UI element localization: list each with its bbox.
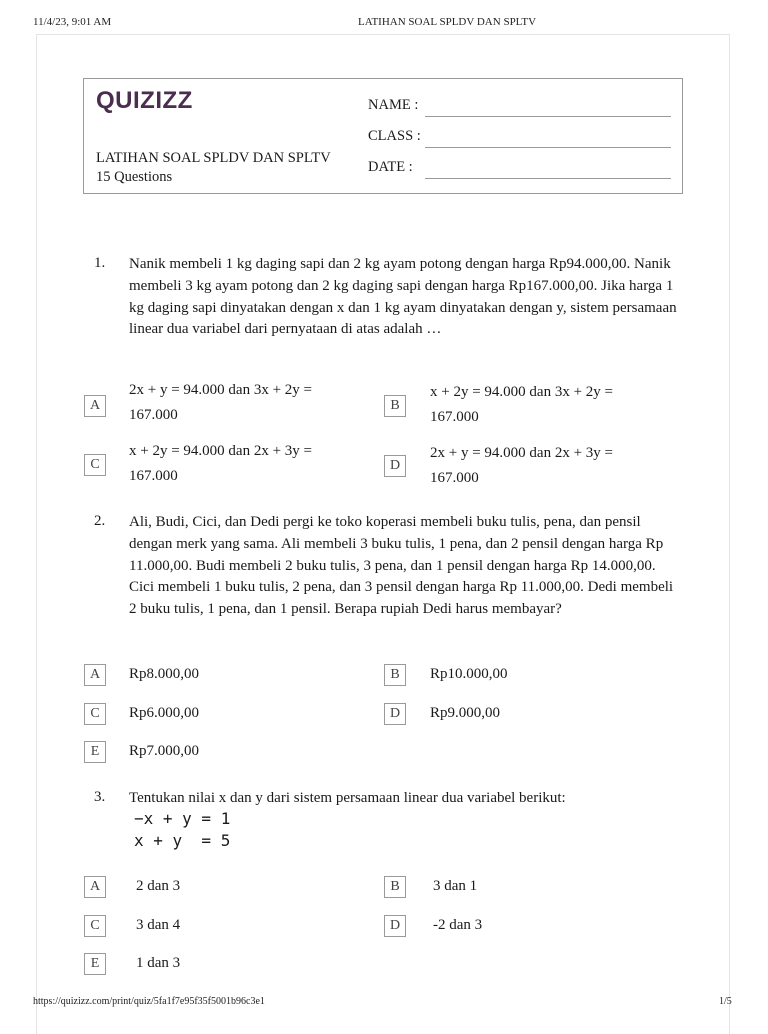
print-datetime: 11/4/23, 9:01 AM (33, 16, 112, 28)
question-number: 2. (94, 513, 106, 529)
option-text: Rp8.000,00 (129, 666, 200, 682)
option-text: 1 dan 3 (136, 955, 181, 971)
option-text: Rp7.000,00 (129, 743, 200, 759)
question-text: Tentukan nilai x dan y dari sistem persamaan linear dua variabel berikut: (129, 790, 566, 806)
option-text: Rp10.000,00 (430, 666, 508, 682)
option-letter-box: A (84, 664, 106, 686)
quizizz-logo: QUIZIZZ (96, 87, 193, 114)
date-line (425, 178, 671, 179)
option-text: 3 dan 1 (433, 878, 478, 894)
option-letter-box: B (384, 876, 406, 898)
option-letter-box: C (84, 915, 106, 937)
name-label: NAME : (368, 97, 419, 113)
equation-line: x + y = 5 (134, 831, 231, 850)
quiz-title-block (96, 149, 331, 187)
option-letter-box: E (84, 953, 106, 975)
option-text: 2 dan 3 (136, 878, 181, 894)
option-letter-box: E (84, 741, 106, 763)
option-letter-box: D (384, 915, 406, 937)
option-letter-box: A (84, 876, 106, 898)
question-count: 15 Questions (96, 169, 173, 185)
option-text: 3 dan 4 (136, 917, 181, 933)
equation-line: −x + y = 1 (134, 809, 231, 828)
option-text: Rp6.000,00 (129, 705, 200, 721)
option-text: x + 2y = 94.000 dan 3x + 2y = 167.000 (430, 384, 613, 425)
option-letter-box: C (84, 454, 106, 476)
option-letter-box: A (84, 395, 106, 417)
option-letter-box: B (384, 395, 406, 417)
print-page-number: 1/5 (719, 996, 732, 1007)
option-letter-box: B (384, 664, 406, 686)
option-text: -2 dan 3 (433, 917, 483, 933)
quiz-title: LATIHAN SOAL SPLDV DAN SPLTV (96, 150, 331, 166)
question-number: 3. (94, 789, 106, 805)
class-line (425, 147, 671, 148)
date-label: DATE : (368, 159, 413, 175)
quiz-info-box (83, 78, 683, 194)
option-letter-box: C (84, 703, 106, 725)
print-doc-title: LATIHAN SOAL SPLDV DAN SPLTV (358, 16, 537, 28)
question-text: Nanik membeli 1 kg daging sapi dan 2 kg ayam potong dengan harga Rp94.000,00. Nanik membeli 3 kg ayam potong dan 2 kg daging sapi dengan harga Rp167.000,00. Jika harga 1 kg daging sapi dinyatakan dengan x dan 1 kg ayam dinyatakan dengan y, sistem persamaan linear dua variabel dari pernyataan di atas adalah … (129, 256, 677, 338)
question-number: 1. (94, 255, 106, 271)
print-footer-url: https://quizizz.com/print/quiz/5fa1f7e95f35f5001b96c3e1 (33, 996, 265, 1007)
option-letter-box: D (384, 455, 406, 477)
option-text: 2x + y = 94.000 dan 3x + 2y = 167.000 (129, 382, 312, 423)
option-letter-box: D (384, 703, 406, 725)
name-line (425, 116, 671, 117)
class-label: CLASS : (368, 128, 421, 144)
question-text: Ali, Budi, Cici, dan Dedi pergi ke toko koperasi membeli buku tulis, pena, dan pensil dengan merk yang sama. Ali membeli 3 buku tulis, 1 pena, dan 2 pensil dengan harga Rp 11.000,00. Budi membeli 2 buku tulis, 3 pena, dan 1 pensil dengan harga Rp 14.000,00. Cici membeli 1 buku tulis, 2 pena, dan 3 pensil dengan harga Rp 11.000,00. Dedi membeli 2 buku tulis, 1 pena, dan 1 pensil. Berapa rupiah Dedi harus membayar? (129, 514, 674, 618)
option-text: 2x + y = 94.000 dan 2x + 3y = 167.000 (430, 445, 613, 486)
option-text: x + 2y = 94.000 dan 2x + 3y = 167.000 (129, 443, 312, 484)
option-text: Rp9.000,00 (430, 705, 501, 721)
